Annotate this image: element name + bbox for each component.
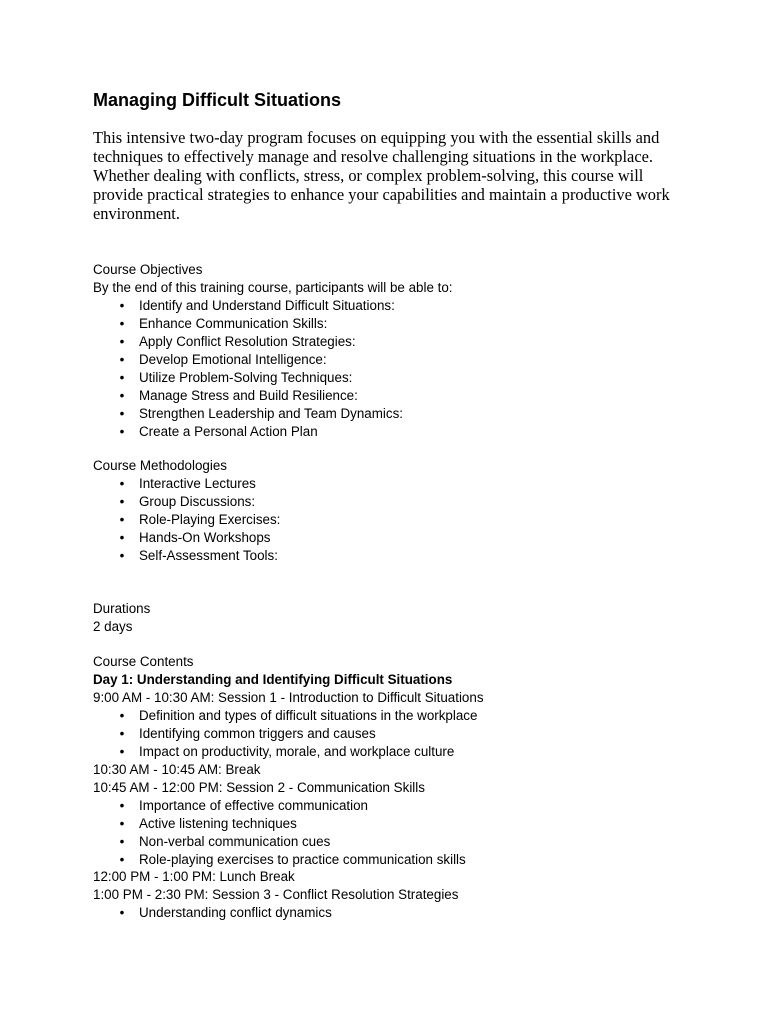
- methodologies-heading: Course Methodologies: [93, 458, 227, 473]
- session-topic-item: • Active listening techniques: [93, 815, 466, 833]
- session-topic-item: • Role-playing exercises to practice communication skills: [93, 851, 466, 869]
- session2-time: 10:45 AM - 12:00 PM: Session 2 - Communication Skills: [93, 780, 425, 795]
- objective-item: • Identify and Understand Difficult Situations:: [93, 297, 403, 315]
- methodology-item: • Group Discussions:: [93, 493, 280, 511]
- bullet-icon: •: [119, 798, 125, 813]
- methodology-item: • Hands-On Workshops: [93, 529, 280, 547]
- session-topic-item: • Definition and types of difficult situations in the workplace: [93, 707, 477, 725]
- session3-time: 1:00 PM - 2:30 PM: Session 3 - Conflict Resolution Strategies: [93, 887, 459, 902]
- methodology-item: • Role-Playing Exercises:: [93, 511, 280, 529]
- bullet-icon: •: [119, 424, 125, 439]
- objectives-list: [93, 297, 403, 441]
- bullet-icon: •: [119, 334, 125, 349]
- session1-time: 9:00 AM - 10:30 AM: Session 1 - Introduction to Difficult Situations: [93, 690, 484, 705]
- bullet-icon: •: [119, 370, 125, 385]
- bullet-icon: •: [119, 744, 125, 759]
- bullet-icon: •: [119, 406, 125, 421]
- bullet-icon: •: [119, 905, 125, 920]
- session-topic-item: • Non-verbal communication cues: [93, 833, 466, 851]
- durations-heading: Durations: [93, 601, 151, 616]
- bullet-icon: •: [119, 352, 125, 367]
- session-topic-item: • Importance of effective communication: [93, 797, 466, 815]
- session2-list: [93, 797, 466, 869]
- bullet-icon: •: [119, 852, 125, 867]
- objectives-lead: By the end of this training course, participants will be able to:: [93, 280, 453, 295]
- bullet-icon: •: [119, 298, 125, 313]
- lunch-time: 12:00 PM - 1:00 PM: Lunch Break: [93, 869, 295, 884]
- objective-item: • Strengthen Leadership and Team Dynamics:: [93, 405, 403, 423]
- session3-list: [93, 904, 332, 922]
- session-topic-item: • Impact on productivity, morale, and workplace culture: [93, 743, 477, 761]
- objective-item: • Enhance Communication Skills:: [93, 315, 403, 333]
- bullet-icon: •: [119, 512, 125, 527]
- durations-value: 2 days: [93, 619, 133, 634]
- bullet-icon: •: [119, 316, 125, 331]
- methodology-item: • Self-Assessment Tools:: [93, 547, 280, 565]
- bullet-icon: •: [119, 708, 125, 723]
- intro-paragraph: This intensive two-day program focuses on equipping you with the essential skills and techniques to effectively manage and resolve challenging situations in the workplace. Whether dealing with conflicts, stress, or complex problem-solving, this course will provide practical strategies to enhance your capabilities and maintain a productive work environment.: [93, 128, 670, 223]
- objective-item: • Manage Stress and Build Resilience:: [93, 387, 403, 405]
- session-topic-item: • Understanding conflict dynamics: [93, 904, 332, 922]
- bullet-icon: •: [119, 494, 125, 509]
- document-title: Managing Difficult Situations: [93, 90, 341, 110]
- bullet-icon: •: [119, 726, 125, 741]
- bullet-icon: •: [119, 548, 125, 563]
- methodologies-list: [93, 475, 280, 565]
- break-time: 10:30 AM - 10:45 AM: Break: [93, 762, 261, 777]
- bullet-icon: •: [119, 388, 125, 403]
- day1-heading: Day 1: Understanding and Identifying Difficult Situations: [93, 672, 453, 687]
- session-topic-item: • Identifying common triggers and causes: [93, 725, 477, 743]
- objective-item: • Develop Emotional Intelligence:: [93, 351, 403, 369]
- objective-item: • Apply Conflict Resolution Strategies:: [93, 333, 403, 351]
- bullet-icon: •: [119, 476, 125, 491]
- objective-item: • Utilize Problem-Solving Techniques:: [93, 369, 403, 387]
- bullet-icon: •: [119, 816, 125, 831]
- methodology-item: • Interactive Lectures: [93, 475, 280, 493]
- objective-item: • Create a Personal Action Plan: [93, 423, 403, 441]
- bullet-icon: •: [119, 834, 125, 849]
- contents-heading: Course Contents: [93, 654, 194, 669]
- session1-list: [93, 707, 477, 761]
- bullet-icon: •: [119, 530, 125, 545]
- objectives-heading: Course Objectives: [93, 262, 203, 277]
